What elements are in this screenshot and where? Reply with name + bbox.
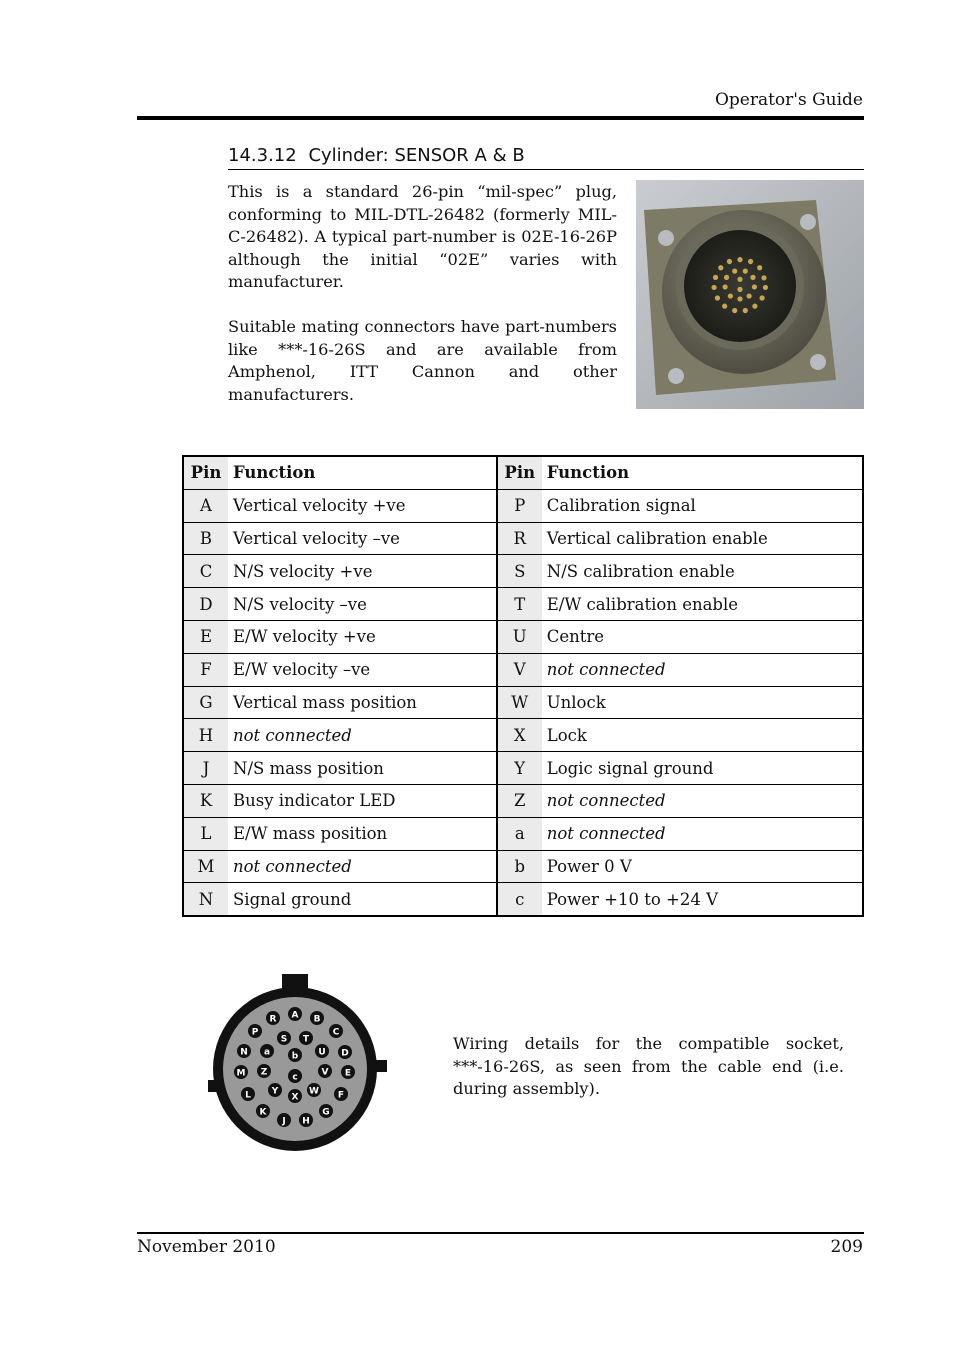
function-cell: not connected <box>542 653 863 686</box>
photo-pin <box>737 287 742 292</box>
socket-pin-label: H <box>302 1116 310 1127</box>
socket-pin-label: G <box>322 1107 330 1118</box>
function-cell: E/W calibration enable <box>542 588 863 621</box>
section-title: Cylinder: SENSOR A & B <box>308 145 525 166</box>
pin-cell: K <box>183 784 228 817</box>
photo-pin <box>727 259 732 264</box>
table-row <box>183 653 863 686</box>
pin-cell: N <box>183 883 228 916</box>
function-cell: Vertical mass position <box>228 686 497 719</box>
pin-cell: F <box>183 653 228 686</box>
pin-cell: B <box>183 522 228 555</box>
function-cell: not connected <box>228 850 497 883</box>
function-cell: N/S mass position <box>228 752 497 785</box>
diagram-caption: Wiring details for the compatible socket, ***-16-26S, as seen from the cable end (i.e. during assembly). <box>453 1034 844 1099</box>
photo-pin <box>759 295 764 300</box>
photo-pin <box>752 284 757 289</box>
socket-pin-label: U <box>318 1047 326 1058</box>
photo-pin <box>747 293 752 298</box>
photo-pin <box>743 308 748 313</box>
photo-pin <box>715 295 720 300</box>
socket-pin-label: b <box>291 1051 299 1062</box>
photo-pin <box>737 257 742 262</box>
function-cell: Vertical velocity +ve <box>228 489 497 522</box>
photo-pin <box>763 285 768 290</box>
pin-cell: X <box>497 719 542 752</box>
running-header: Operator's Guide <box>714 90 863 110</box>
socket-pin-label: C <box>332 1027 340 1038</box>
pin-cell: L <box>183 817 228 850</box>
pin-header: Pin <box>183 456 228 489</box>
section-number: 14.3.12 <box>228 145 297 166</box>
socket-pin-label: N <box>240 1047 248 1058</box>
photo-pin <box>732 269 737 274</box>
function-cell: not connected <box>228 719 497 752</box>
table-row <box>183 555 863 588</box>
intro-text <box>228 181 617 428</box>
intro-paragraph-1: This is a standard 26-pin “mil-spec” plug, conforming to MIL-DTL-26482 (formerly MIL-C-26482). A typical part-number is 02E-16-26P although the initial “02E” varies with manufacturer. <box>228 182 617 292</box>
socket-pin-label: A <box>291 1010 299 1021</box>
photo-pin <box>743 269 748 274</box>
function-cell: Centre <box>542 620 863 653</box>
photo-pin <box>711 285 716 290</box>
pin-cell: G <box>183 686 228 719</box>
pin-cell: A <box>183 489 228 522</box>
function-cell: N/S velocity +ve <box>228 555 497 588</box>
function-header: Function <box>542 456 863 489</box>
socket-pin-label: Z <box>260 1067 268 1078</box>
photo-pin <box>750 275 755 280</box>
socket-pin-label: E <box>344 1068 352 1079</box>
table-row <box>183 686 863 719</box>
table-body <box>183 489 863 916</box>
socket-pin-label: a <box>263 1047 271 1058</box>
photo-pin <box>723 284 728 289</box>
table-row <box>183 784 863 817</box>
pin-cell: b <box>497 850 542 883</box>
pin-function-table <box>182 455 864 917</box>
pin-cell: P <box>497 489 542 522</box>
socket-pin-label: c <box>292 1072 298 1083</box>
function-cell: Calibration signal <box>542 489 863 522</box>
pin-cell: M <box>183 850 228 883</box>
function-cell: E/W mass position <box>228 817 497 850</box>
function-cell: Busy indicator LED <box>228 784 497 817</box>
photo-pin <box>724 275 729 280</box>
photo-pin <box>737 296 742 301</box>
table-row <box>183 850 863 883</box>
photo-pin <box>748 259 753 264</box>
pin-cell: H <box>183 719 228 752</box>
function-cell: E/W velocity +ve <box>228 620 497 653</box>
table-row <box>183 620 863 653</box>
table-header-row <box>183 456 863 489</box>
table-row <box>183 752 863 785</box>
photo-pin <box>757 265 762 270</box>
socket-wiring-diagram <box>205 972 390 1152</box>
function-cell: Vertical calibration enable <box>542 522 863 555</box>
table-row <box>183 522 863 555</box>
socket-pin-label: L <box>245 1090 251 1101</box>
socket-pin-label: P <box>251 1027 259 1038</box>
socket-pin-label: S <box>280 1034 288 1045</box>
table-row <box>183 489 863 522</box>
photo-pin <box>752 304 757 309</box>
socket-pin-label: K <box>259 1107 267 1118</box>
socket-pin-label: R <box>269 1014 277 1025</box>
connector-photo <box>636 180 864 409</box>
socket-pin-label: F <box>337 1090 345 1101</box>
intro-paragraph-2: Suitable mating connectors have part-numbers like ***-16-26S and are available from Amphenol, ITT Cannon and other manufacturers. <box>228 316 617 404</box>
pin-cell: Y <box>497 752 542 785</box>
pin-cell: C <box>183 555 228 588</box>
section-heading <box>228 145 864 170</box>
pin-cell: V <box>497 653 542 686</box>
table-row <box>183 883 863 916</box>
function-cell: Vertical velocity –ve <box>228 522 497 555</box>
socket-pin-label: W <box>309 1086 319 1097</box>
footer-date: November 2010 <box>137 1237 276 1257</box>
socket-pin-label: T <box>302 1034 310 1045</box>
function-cell: Lock <box>542 719 863 752</box>
pin-cell: W <box>497 686 542 719</box>
pin-cell: D <box>183 588 228 621</box>
function-cell: Unlock <box>542 686 863 719</box>
table-row <box>183 817 863 850</box>
socket-pin-label: V <box>321 1067 329 1078</box>
function-cell: Logic signal ground <box>542 752 863 785</box>
function-cell: Power +10 to +24 V <box>542 883 863 916</box>
table-row <box>183 719 863 752</box>
function-cell: not connected <box>542 817 863 850</box>
footer-rule <box>137 1232 864 1234</box>
photo-pin <box>732 308 737 313</box>
function-cell: Power 0 V <box>542 850 863 883</box>
pin-header: Pin <box>497 456 542 489</box>
photo-pin <box>761 275 766 280</box>
pin-cell: U <box>497 620 542 653</box>
socket-pin-label: M <box>236 1068 246 1079</box>
photo-pin <box>728 293 733 298</box>
pin-cell: J <box>183 752 228 785</box>
page-number: 209 <box>830 1237 863 1257</box>
socket-pin-label: X <box>291 1092 299 1103</box>
socket-pin-label: J <box>282 1116 286 1127</box>
pin-cell: c <box>497 883 542 916</box>
pin-cell: Z <box>497 784 542 817</box>
function-header: Function <box>228 456 497 489</box>
pin-cell: R <box>497 522 542 555</box>
photo-pin <box>722 304 727 309</box>
photo-pin <box>713 275 718 280</box>
photo-pin <box>737 277 742 282</box>
function-cell: not connected <box>542 784 863 817</box>
pin-cell: T <box>497 588 542 621</box>
socket-pin-label: B <box>313 1014 321 1025</box>
socket-pin-label: D <box>341 1048 349 1059</box>
pin-cell: E <box>183 620 228 653</box>
table-row <box>183 588 863 621</box>
socket-pin-label: Y <box>271 1086 279 1097</box>
function-cell: Signal ground <box>228 883 497 916</box>
pin-cell: a <box>497 817 542 850</box>
function-cell: E/W velocity –ve <box>228 653 497 686</box>
pin-cell: S <box>497 555 542 588</box>
function-cell: N/S velocity –ve <box>228 588 497 621</box>
header-rule <box>137 116 864 120</box>
function-cell: N/S calibration enable <box>542 555 863 588</box>
photo-pin <box>718 265 723 270</box>
